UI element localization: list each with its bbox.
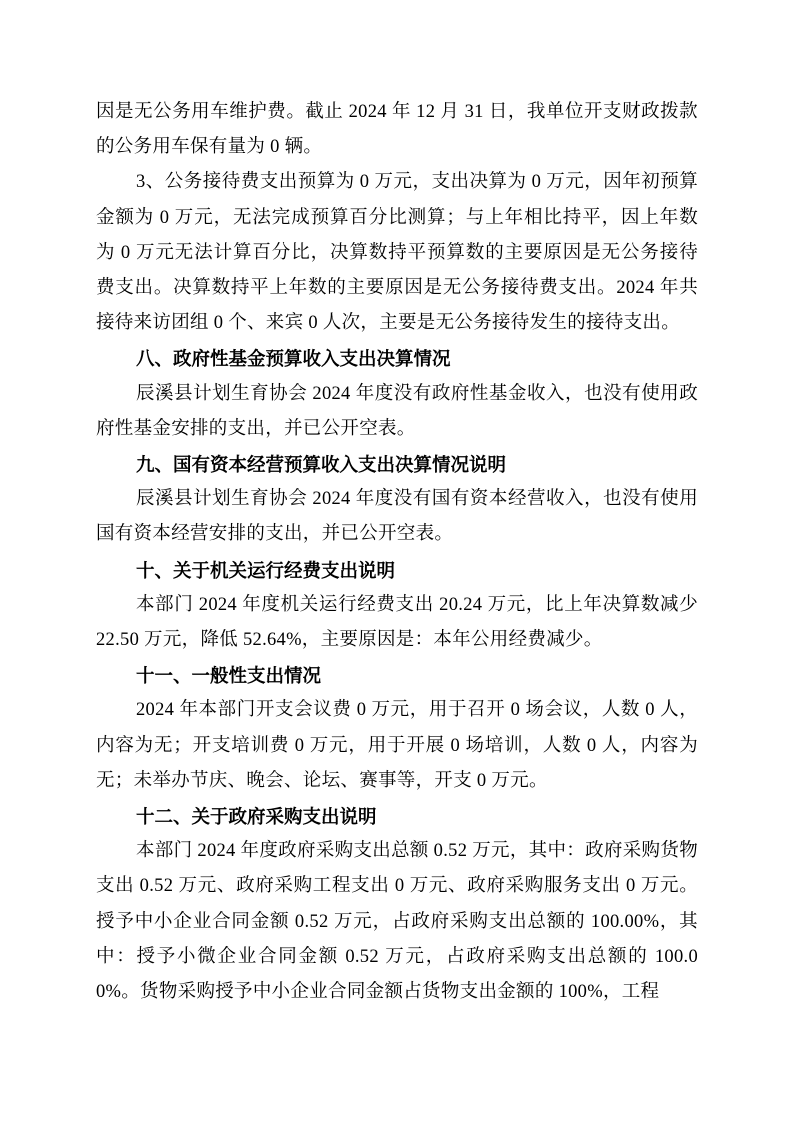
- paragraph-official-vehicle-continuation: 因是无公务用车维护费。截止 2024 年 12 月 31 日，我单位开支财政拨款的公务用车保有量为 0 辆。: [96, 102, 698, 158]
- section-heading-12-government-procurement: 十二、关于政府采购支出说明: [136, 806, 377, 828]
- paragraph-state-capital-budget: 辰溪县计划生育协会 2024 年度没有国有资本经营收入，也没有使用国有资本经营安排的支出，并已公开空表。: [96, 489, 698, 545]
- paragraph-agency-operation-expense: 本部门 2024 年度机关运行经费支出 20.24 万元，比上年决算数减少 22.50 万元，降低 52.64%，主要原因是：本年公用经费减少。: [96, 594, 698, 651]
- paragraph-official-reception-expense: 3、公务接待费支出预算为 0 万元，支出决算为 0 万元，因年初预算金额为 0 万元，无法完成预算百分比测算；与上年相比持平，因上年数为 0 万元无法计算百分比，决算数持平预算数的主要原因是无公务接待费支出。决算数持平上年数的主要原因是无公务接待费支出。2024 年共接待来访团组 0 个、来宾 0 人次，主要是无公务接待发生的接待支出。: [96, 172, 698, 334]
- paragraph-government-procurement: 本部门 2024 年度政府采购支出总额 0.52 万元，其中：政府采购货物支出 0.52 万元、政府采购工程支出 0 万元、政府采购服务支出 0 万元。授予中小企业合同金额 0.52 万元，占政府采购支出总额的 100.00%，其中：授予小微企业合同金额 0.52 万元，占政府采购支出总额的 100.00%。货物采购授予中小企业合同金额占货物支出金额的 100%，工程: [96, 841, 698, 1003]
- section-heading-10-agency-operation-expense: 十、关于机关运行经费支出说明: [136, 559, 396, 581]
- document-body: [96, 95, 698, 1010]
- paragraph-government-fund-budget: 辰溪县计划生育协会 2024 年度没有政府性基金收入，也没有使用政府性基金安排的支出，并已公开空表。: [96, 383, 698, 439]
- paragraph-general-expenditure: 2024 年本部门开支会议费 0 万元，用于召开 0 场会议，人数 0 人，内容为无；开支培训费 0 万元，用于开展 0 场培训，人数 0 人，内容为无；未举办节庆、晚会、论坛、赛事等，开支 0 万元。: [96, 700, 698, 791]
- section-heading-8-government-fund-budget: 八、政府性基金预算收入支出决算情况: [136, 348, 451, 370]
- section-heading-9-state-capital-budget: 九、国有资本经营预算收入支出决算情况说明: [136, 454, 507, 476]
- section-heading-11-general-expenditure: 十一、一般性支出情况: [136, 665, 322, 687]
